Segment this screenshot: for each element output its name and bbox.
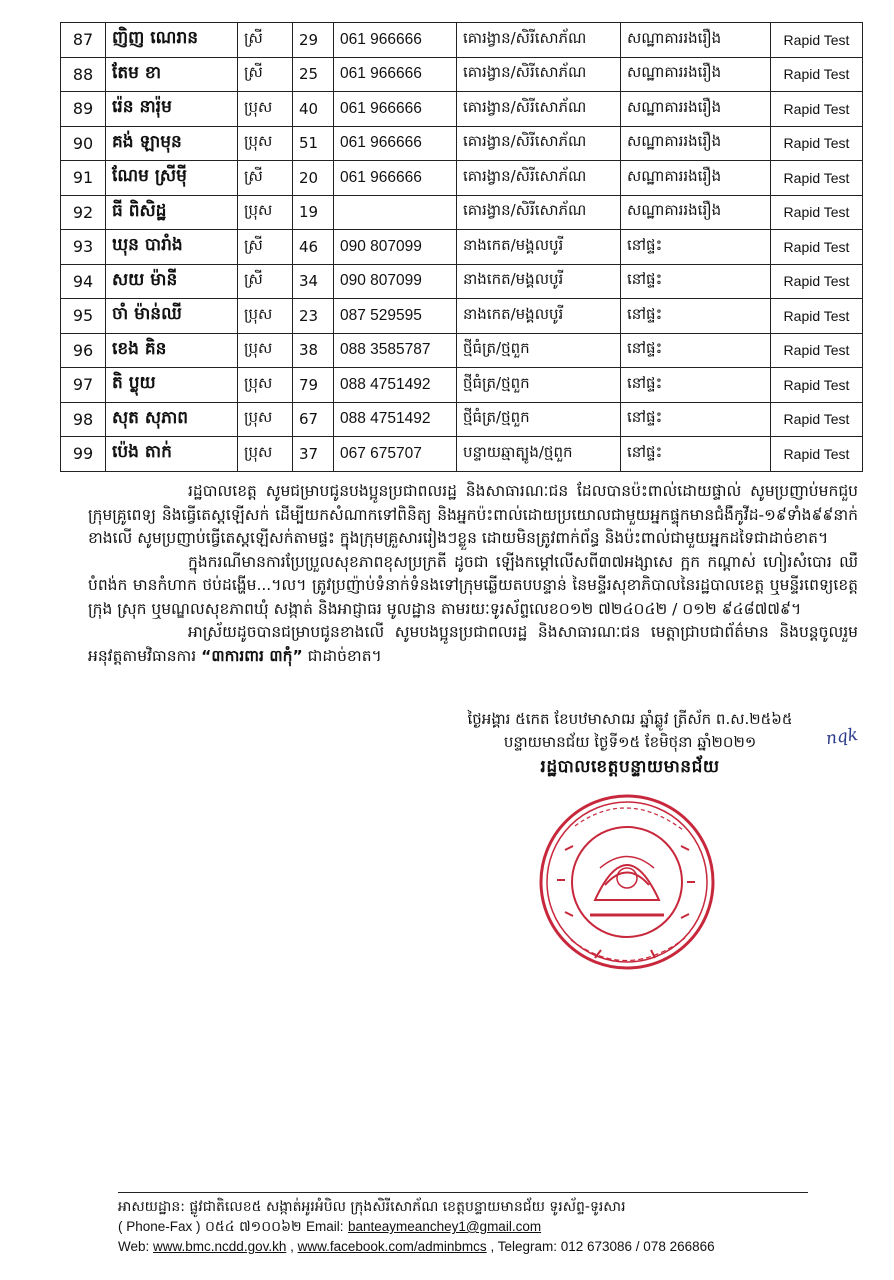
patient-phone: 061 966666 <box>334 126 457 161</box>
patient-name: តែម ខា <box>106 57 238 92</box>
row-number: 99 <box>61 437 106 472</box>
notice-body <box>88 480 858 668</box>
patient-sex: ប្រុស <box>238 126 293 161</box>
patient-name: ចាំ ម៉ាន់ឈី <box>106 299 238 334</box>
patient-address: ថ្មីធំត្រ/ថ្មពួក <box>457 333 621 368</box>
row-number: 95 <box>61 299 106 334</box>
website-link[interactable]: www.bmc.ncdd.gov.kh <box>153 1239 287 1254</box>
patient-address: គោរង្វាន/សិរីសោភ័ណ <box>457 57 621 92</box>
patient-phone: 087 529595 <box>334 299 457 334</box>
table-row <box>61 195 863 230</box>
row-number: 92 <box>61 195 106 230</box>
patient-age: 38 <box>293 333 334 368</box>
patient-phone: 061 966666 <box>334 23 457 58</box>
patient-age: 20 <box>293 161 334 196</box>
patient-name: ណែម ស្រីមុី <box>106 161 238 196</box>
table-row <box>61 333 863 368</box>
patient-age: 25 <box>293 57 334 92</box>
test-type: Rapid Test <box>771 92 863 127</box>
patient-address: ថ្មីធំត្រ/ថ្មពួក <box>457 402 621 437</box>
test-type: Rapid Test <box>771 195 863 230</box>
email-label: Email: <box>306 1219 344 1234</box>
case-table-section <box>60 22 862 472</box>
patient-sex: ស្រី <box>238 264 293 299</box>
row-number: 90 <box>61 126 106 161</box>
patient-phone: 061 966666 <box>334 92 457 127</box>
facebook-link[interactable]: www.facebook.com/adminbmcs <box>297 1239 487 1254</box>
patient-location: សណ្ឋាគាររងរឿង <box>621 126 771 161</box>
patient-location: នៅផ្ទះ <box>621 264 771 299</box>
patient-sex: ប្រុស <box>238 195 293 230</box>
patient-location: នៅផ្ទះ <box>621 299 771 334</box>
patient-sex: ស្រី <box>238 230 293 265</box>
table-row <box>61 126 863 161</box>
patient-name: សយ ម៉ានី <box>106 264 238 299</box>
table-row <box>61 230 863 265</box>
test-type: Rapid Test <box>771 264 863 299</box>
row-number: 98 <box>61 402 106 437</box>
row-number: 93 <box>61 230 106 265</box>
patient-age: 23 <box>293 299 334 334</box>
patient-age: 79 <box>293 368 334 403</box>
footer-contact-line <box>118 1217 808 1237</box>
patient-name: គង់ ឡាមុន <box>106 126 238 161</box>
patient-age: 19 <box>293 195 334 230</box>
test-type: Rapid Test <box>771 230 863 265</box>
phone-fax-number: ០៥៤ ៧១០០៦២ <box>204 1219 302 1235</box>
patient-location: នៅផ្ទះ <box>621 333 771 368</box>
table-row <box>61 437 863 472</box>
patient-name: រ៉េន នារ៉ុម <box>106 92 238 127</box>
test-type: Rapid Test <box>771 368 863 403</box>
lunar-date: ថ្ងៃអង្គារ ៥កេត ខែបឋមាសាឍ ឆ្នាំឆ្លូវ ត្រីស័ក ព.ស.២៥៦៥ <box>467 710 793 728</box>
patient-location: សណ្ឋាគាររងរឿង <box>621 57 771 92</box>
patient-phone: 088 4751492 <box>334 368 457 403</box>
patient-address: គោរង្វាន/សិរីសោភ័ណ <box>457 161 621 196</box>
patient-name: ធី ពិសិដ្ឋ <box>106 195 238 230</box>
patient-phone: 088 3585787 <box>334 333 457 368</box>
table-row <box>61 264 863 299</box>
patient-phone <box>334 195 457 230</box>
patient-address: នាងកេត/មង្គលបូរី <box>457 299 621 334</box>
test-type: Rapid Test <box>771 57 863 92</box>
patient-age: 67 <box>293 402 334 437</box>
row-number: 91 <box>61 161 106 196</box>
test-type: Rapid Test <box>771 333 863 368</box>
patient-location: នៅផ្ទះ <box>621 437 771 472</box>
notice-paragraph-2: ក្នុងករណីមានការប្រែប្រួលសុខភាពខុសប្រក្រតី ដូចជា ឡើងកម្តៅលើសពី៣៧អង្សាសេ ក្អក កណ្តាស់ ហៀរសំបោរ ឈឺបំពង់ក មានកំហាក ថប់ដង្ហើម...។ល។ ត្រូវប្រញ៉ាប់ទំនាក់ទំនងទៅក្រុមឆ្លើយតបបន្ទាន់ នៃមន្ទីរសុខាភិបាលនៃរដ្ឋបាលខេត្ត ឬមន្ទីរពេទ្យខេត្ត ក្រុង ស្រុក ឬមណ្ឌលសុខភាពឃុំ សង្កាត់ និងអាជ្ញាធរ មូលដ្ឋាន តាមរយៈទូរស័ព្ទលេខ០១២ ៧២៤០៤២ / ០១២ ៩៤៨៧៧៩។ <box>88 552 858 618</box>
footer-web-line: Web: www.bmc.ncdd.gov.kh , www.facebook.com/adminbmcs , Telegram: 012 673086 / 078 266866 <box>118 1239 715 1254</box>
phone-fax-label: ( Phone-Fax ) <box>118 1219 201 1234</box>
patient-sex: ប្រុស <box>238 368 293 403</box>
patient-age: 37 <box>293 437 334 472</box>
table-row <box>61 402 863 437</box>
patient-name: ប៉េង តាក់ <box>106 437 238 472</box>
patient-location: នៅផ្ទះ <box>621 230 771 265</box>
patient-sex: ស្រី <box>238 57 293 92</box>
row-number: 96 <box>61 333 106 368</box>
three-protect-three-dont: “៣ការពារ ៣កុំ” <box>201 646 303 665</box>
case-table <box>60 22 863 472</box>
patient-name: សុត សុភាព <box>106 402 238 437</box>
patient-address: នាងកេត/មង្គលបូរី <box>457 230 621 265</box>
patient-phone: 088 4751492 <box>334 402 457 437</box>
test-type: Rapid Test <box>771 23 863 58</box>
patient-phone: 061 966666 <box>334 57 457 92</box>
row-number: 97 <box>61 368 106 403</box>
patient-location: នៅផ្ទះ <box>621 368 771 403</box>
test-type: Rapid Test <box>771 402 863 437</box>
official-seal-stamp <box>535 790 720 975</box>
patient-sex: ប្រុស <box>238 92 293 127</box>
patient-address: នាងកេត/មង្គលបូរី <box>457 264 621 299</box>
test-type: Rapid Test <box>771 299 863 334</box>
test-type: Rapid Test <box>771 126 863 161</box>
patient-address: គោរង្វាន/សិរីសោភ័ណ <box>457 92 621 127</box>
patient-location: សណ្ឋាគាររងរឿង <box>621 92 771 127</box>
table-row <box>61 368 863 403</box>
notice-paragraph-1: រដ្ឋបាលខេត្ត សូមជម្រាបជូនបងប្អូនប្រជាពលរដ្ឋ និងសាធារណៈជន ដែលបានប៉ះពាល់ដោយផ្ទាល់ សូមប្រញាប់មកជួបក្រុមគ្រូពេទ្យ និងធ្វើតេស្តឡើសក់ ដើម្បីយកសំណាកទៅពិនិត្យ និងអ្នកប៉ះពាល់ដោយប្រយោលជាមួយអ្នកផ្ទុកមានជំងឺកូវីដ-១៩ទាំង៩៩នាក់ខាងលើ សូមប្រញាប់ធ្វើតេស្តឡើសក់តាមផ្ទះ ក្នុងក្រុមគ្រួសាររៀងៗខ្លួន ដោយមិនត្រូវពាក់ព័ន្ធ និងប៉ះពាល់ជាមួយអ្នកដទៃជាដាច់ខាត។ <box>88 482 858 547</box>
patient-address: គោរង្វាន/សិរីសោភ័ណ <box>457 195 621 230</box>
patient-address: ថ្មីធំត្រ/ថ្មពួក <box>457 368 621 403</box>
patient-location: នៅផ្ទះ <box>621 402 771 437</box>
patient-age: 40 <box>293 92 334 127</box>
row-number: 94 <box>61 264 106 299</box>
test-type: Rapid Test <box>771 437 863 472</box>
patient-sex: ប្រុស <box>238 402 293 437</box>
email-link[interactable]: banteaymeanchey1@gmail.com <box>348 1219 542 1234</box>
patient-address: គោរង្វាន/សិរីសោភ័ណ <box>457 23 621 58</box>
patient-age: 51 <box>293 126 334 161</box>
footer-address: អាសយដ្ឋាន: ផ្លូវជាតិលេខ៥ សង្កាត់អូរអំបិល ក្រុងសិរីសោភ័ណ ខេត្តបន្ទាយមានជ័យ ទូរស័ព្ទ-ទូរសារ <box>118 1199 626 1215</box>
patient-age: 46 <box>293 230 334 265</box>
patient-sex: ស្រី <box>238 161 293 196</box>
patient-sex: ស្រី <box>238 23 293 58</box>
case-table-body <box>61 23 863 472</box>
patient-phone: 061 966666 <box>334 161 457 196</box>
patient-phone: 090 807099 <box>334 230 457 265</box>
place-date-line <box>400 731 860 754</box>
handwritten-initials: nqk <box>824 724 860 750</box>
patient-name: តិ ប្លុយ <box>106 368 238 403</box>
table-row <box>61 161 863 196</box>
patient-phone: 067 675707 <box>334 437 457 472</box>
telegram-contact: Telegram: 012 673086 / 078 266866 <box>497 1239 715 1254</box>
signer-title: រដ្ឋបាលខេត្តបន្ទាយមានជ័យ <box>540 757 720 777</box>
patient-sex: ប្រុស <box>238 299 293 334</box>
table-row <box>61 92 863 127</box>
patient-name: ញិញ ណេរាន <box>106 23 238 58</box>
row-number: 87 <box>61 23 106 58</box>
row-number: 89 <box>61 92 106 127</box>
patient-phone: 090 807099 <box>334 264 457 299</box>
patient-sex: ប្រុស <box>238 333 293 368</box>
patient-address: គោរង្វាន/សិរីសោភ័ណ <box>457 126 621 161</box>
place-date: បន្ទាយមានជ័យ ថ្ងៃទី១៥ ខែមិថុនា ឆ្នាំ២០២១ <box>503 733 757 751</box>
table-row <box>61 299 863 334</box>
patient-name: ឃុន បារាំង <box>106 230 238 265</box>
web-label: Web: <box>118 1239 150 1254</box>
footer <box>118 1192 808 1257</box>
patient-age: 34 <box>293 264 334 299</box>
patient-location: សណ្ឋាគាររងរឿង <box>621 161 771 196</box>
notice-paragraph-3 <box>88 621 858 668</box>
test-type: Rapid Test <box>771 161 863 196</box>
signature-block <box>400 708 860 779</box>
table-row <box>61 57 863 92</box>
row-number: 88 <box>61 57 106 92</box>
patient-address: បន្ទាយឆ្មាត្បូង/ថ្មពួក <box>457 437 621 472</box>
patient-location: សណ្ឋាគាររងរឿង <box>621 23 771 58</box>
patient-name: ខេង គិន <box>106 333 238 368</box>
patient-age: 29 <box>293 23 334 58</box>
notice-paragraph-3-text: អាស្រ័យដូចបានជម្រាបជូនខាងលើ សូមបងប្អូនប្រជាពលរដ្ឋ និងសាធារណៈជន មេត្តាជ្រាបជាព័ត៌មាន និងបន្តចូលរួមអនុវត្តតាមវិធានការ <box>88 623 858 665</box>
patient-location: សណ្ឋាគាររងរឿង <box>621 195 771 230</box>
notice-paragraph-3-end: ជាដាច់ខាត។ <box>307 646 382 665</box>
table-row <box>61 23 863 58</box>
patient-sex: ប្រុស <box>238 437 293 472</box>
